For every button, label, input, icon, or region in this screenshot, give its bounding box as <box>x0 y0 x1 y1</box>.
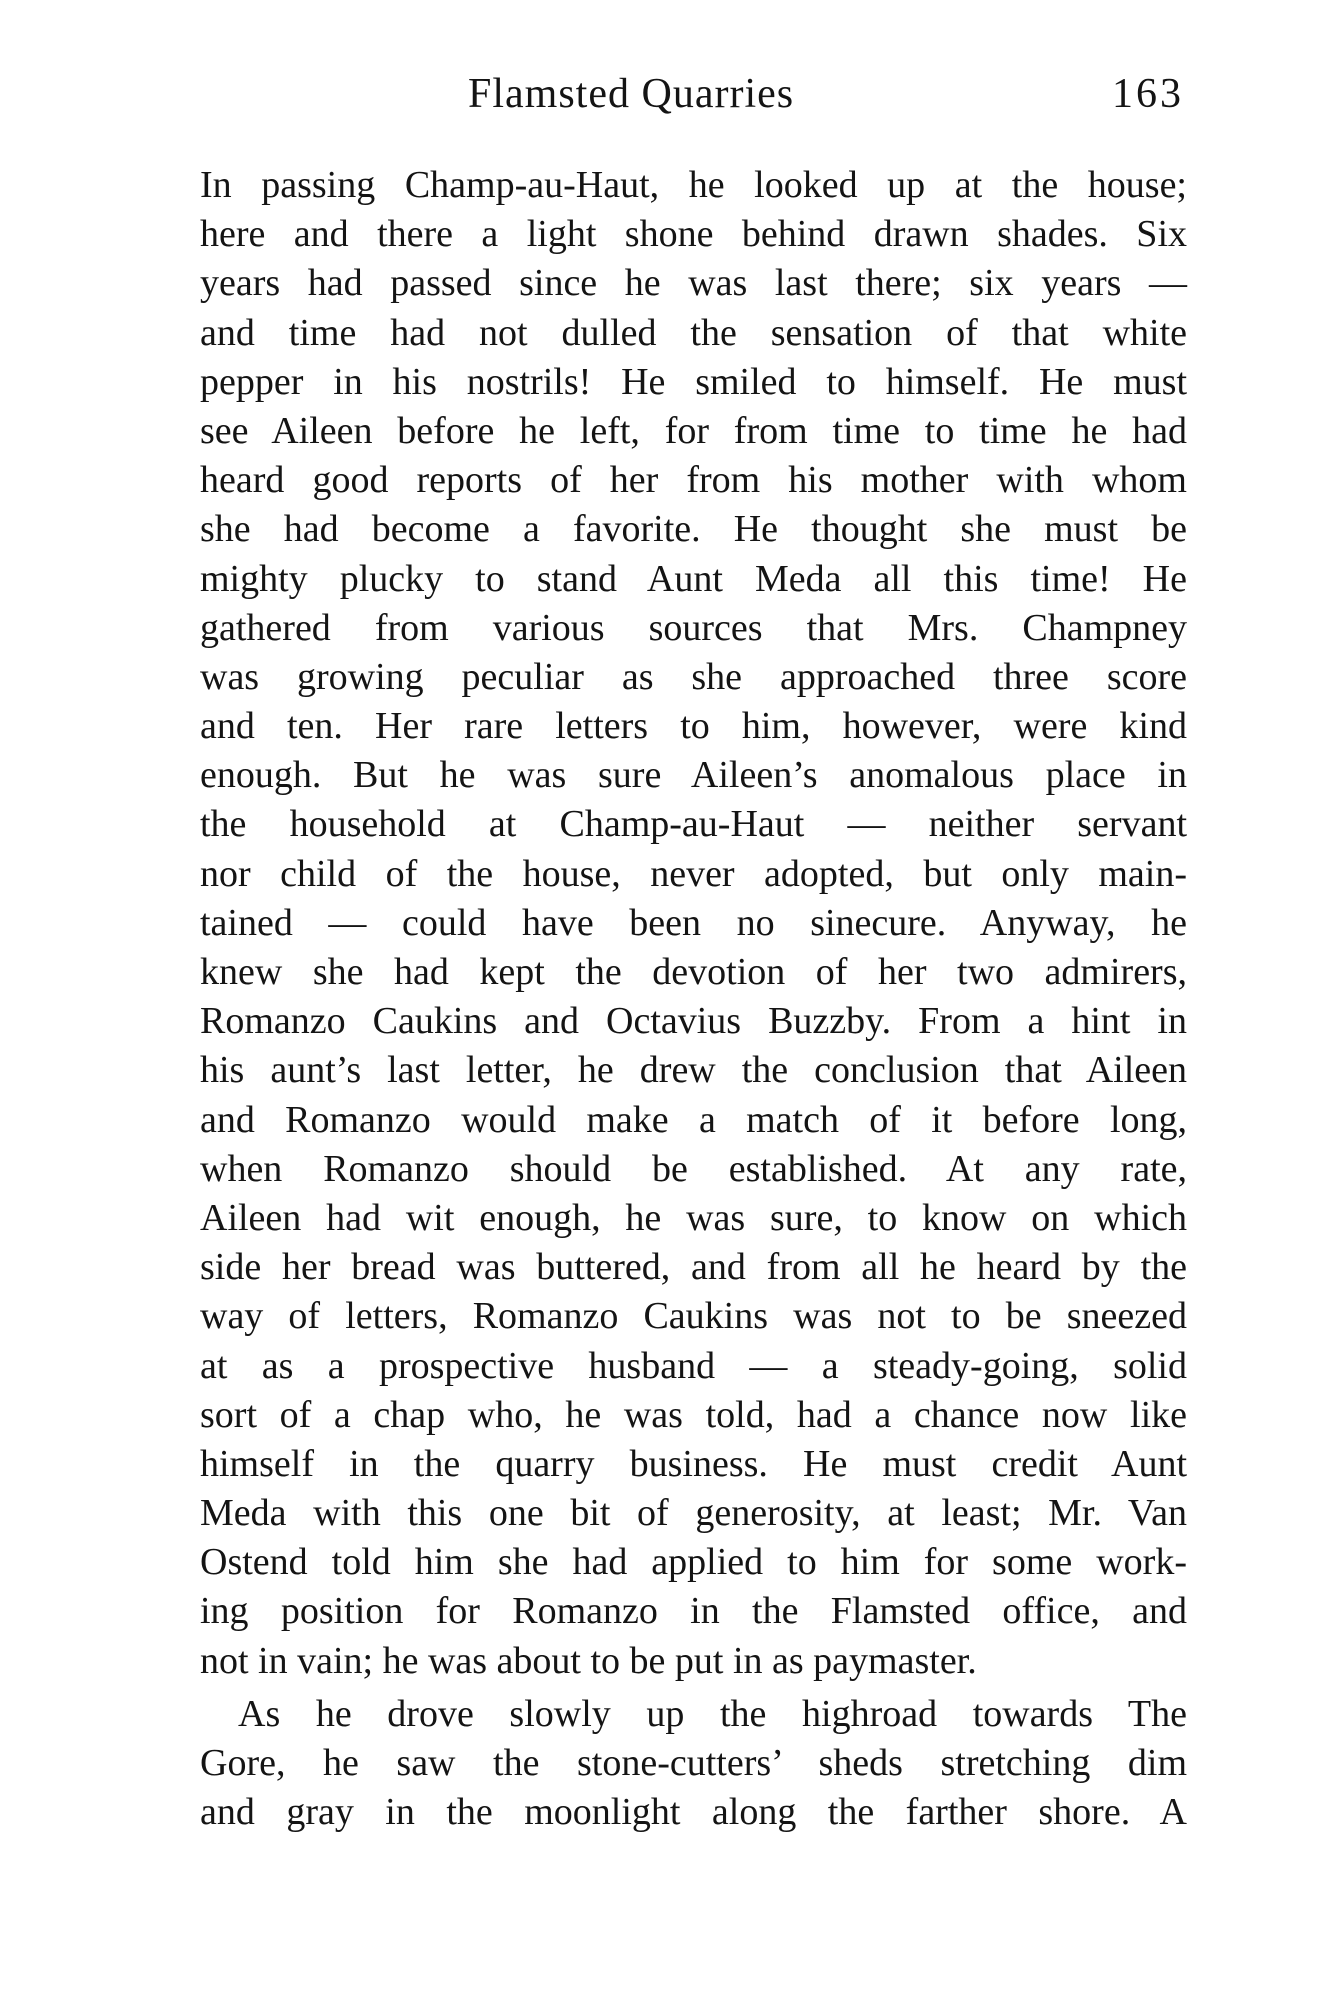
text-line: knew she had kept the devotion of her two admirers, <box>200 951 1187 993</box>
text-line: here and there a light shone behind drawn shades. Six <box>200 213 1187 256</box>
running-head <box>200 70 1200 140</box>
paragraph-2 <box>200 1690 1187 1838</box>
text-line: In passing Champ-au-Haut, he looked up at the house; <box>200 164 1187 206</box>
text-line: sort of a chap who, he was told, had a chance now like <box>200 1393 1187 1436</box>
text-line: pepper in his nostrils! He smiled to himself. He must <box>200 360 1187 403</box>
text-line: Gore, he saw the stone-cutters’ sheds stretching dim <box>200 1742 1187 1784</box>
text-line: enough. But he was sure Aileen’s anomalous place in <box>200 754 1187 797</box>
body-text <box>200 161 1187 1837</box>
text-line: not in vain; he was about to be put in as paymaster. <box>200 1639 977 1682</box>
text-line: she had become a favorite. He thought she must be <box>200 508 1187 551</box>
text-line: As he drove slowly up the highroad towards The <box>238 1692 1187 1735</box>
text-line: and time had not dulled the sensation of that white <box>200 311 1187 354</box>
text-line: see Aileen before he left, for from time to time he had <box>200 409 1187 452</box>
text-line: and ten. Her rare letters to him, however, were kind <box>200 705 1187 748</box>
running-title: Flamsted Quarries <box>468 71 795 117</box>
text-line: mighty plucky to stand Aunt Meda all this time! He <box>200 557 1187 600</box>
page-number: 163 <box>1112 71 1184 117</box>
text-line: himself in the quarry business. He must credit Aunt <box>200 1442 1187 1485</box>
text-line: side her bread was buttered, and from all he heard by the <box>200 1246 1187 1289</box>
text-line: Romanzo Caukins and Octavius Buzzby. From a hint in <box>200 1000 1187 1043</box>
text-line: way of letters, Romanzo Caukins was not to be sneezed <box>200 1295 1187 1338</box>
text-line: tained — could have been no sinecure. Anyway, he <box>200 901 1187 944</box>
text-line: at as a prospective husband — a steady-going, solid <box>200 1344 1187 1387</box>
text-line: years had passed since he was last there; six years — <box>200 262 1187 305</box>
text-line: heard good reports of her from his mother with whom <box>200 459 1187 502</box>
text-line: his aunt’s last letter, he drew the conclusion that Aileen <box>200 1049 1187 1092</box>
text-line: gathered from various sources that Mrs. Champney <box>200 606 1187 649</box>
text-line: Aileen had wit enough, he was sure, to know on which <box>200 1196 1187 1239</box>
text-line: the household at Champ-au-Haut — neither servant <box>200 803 1187 846</box>
text-line: Meda with this one bit of generosity, at least; Mr. Van <box>200 1492 1187 1535</box>
text-line: Ostend told him she had applied to him for some work- <box>200 1541 1187 1584</box>
text-line: ing position for Romanzo in the Flamsted office, and <box>200 1590 1187 1633</box>
text-line: and gray in the moonlight along the farther shore. A <box>200 1791 1187 1834</box>
text-line: was growing peculiar as she approached three score <box>200 655 1187 698</box>
text-line: when Romanzo should be established. At any rate, <box>200 1147 1187 1190</box>
text-line: and Romanzo would make a match of it before long, <box>200 1098 1187 1141</box>
paragraph-1 <box>200 161 1187 1686</box>
text-line: nor child of the house, never adopted, but only main- <box>200 852 1187 895</box>
